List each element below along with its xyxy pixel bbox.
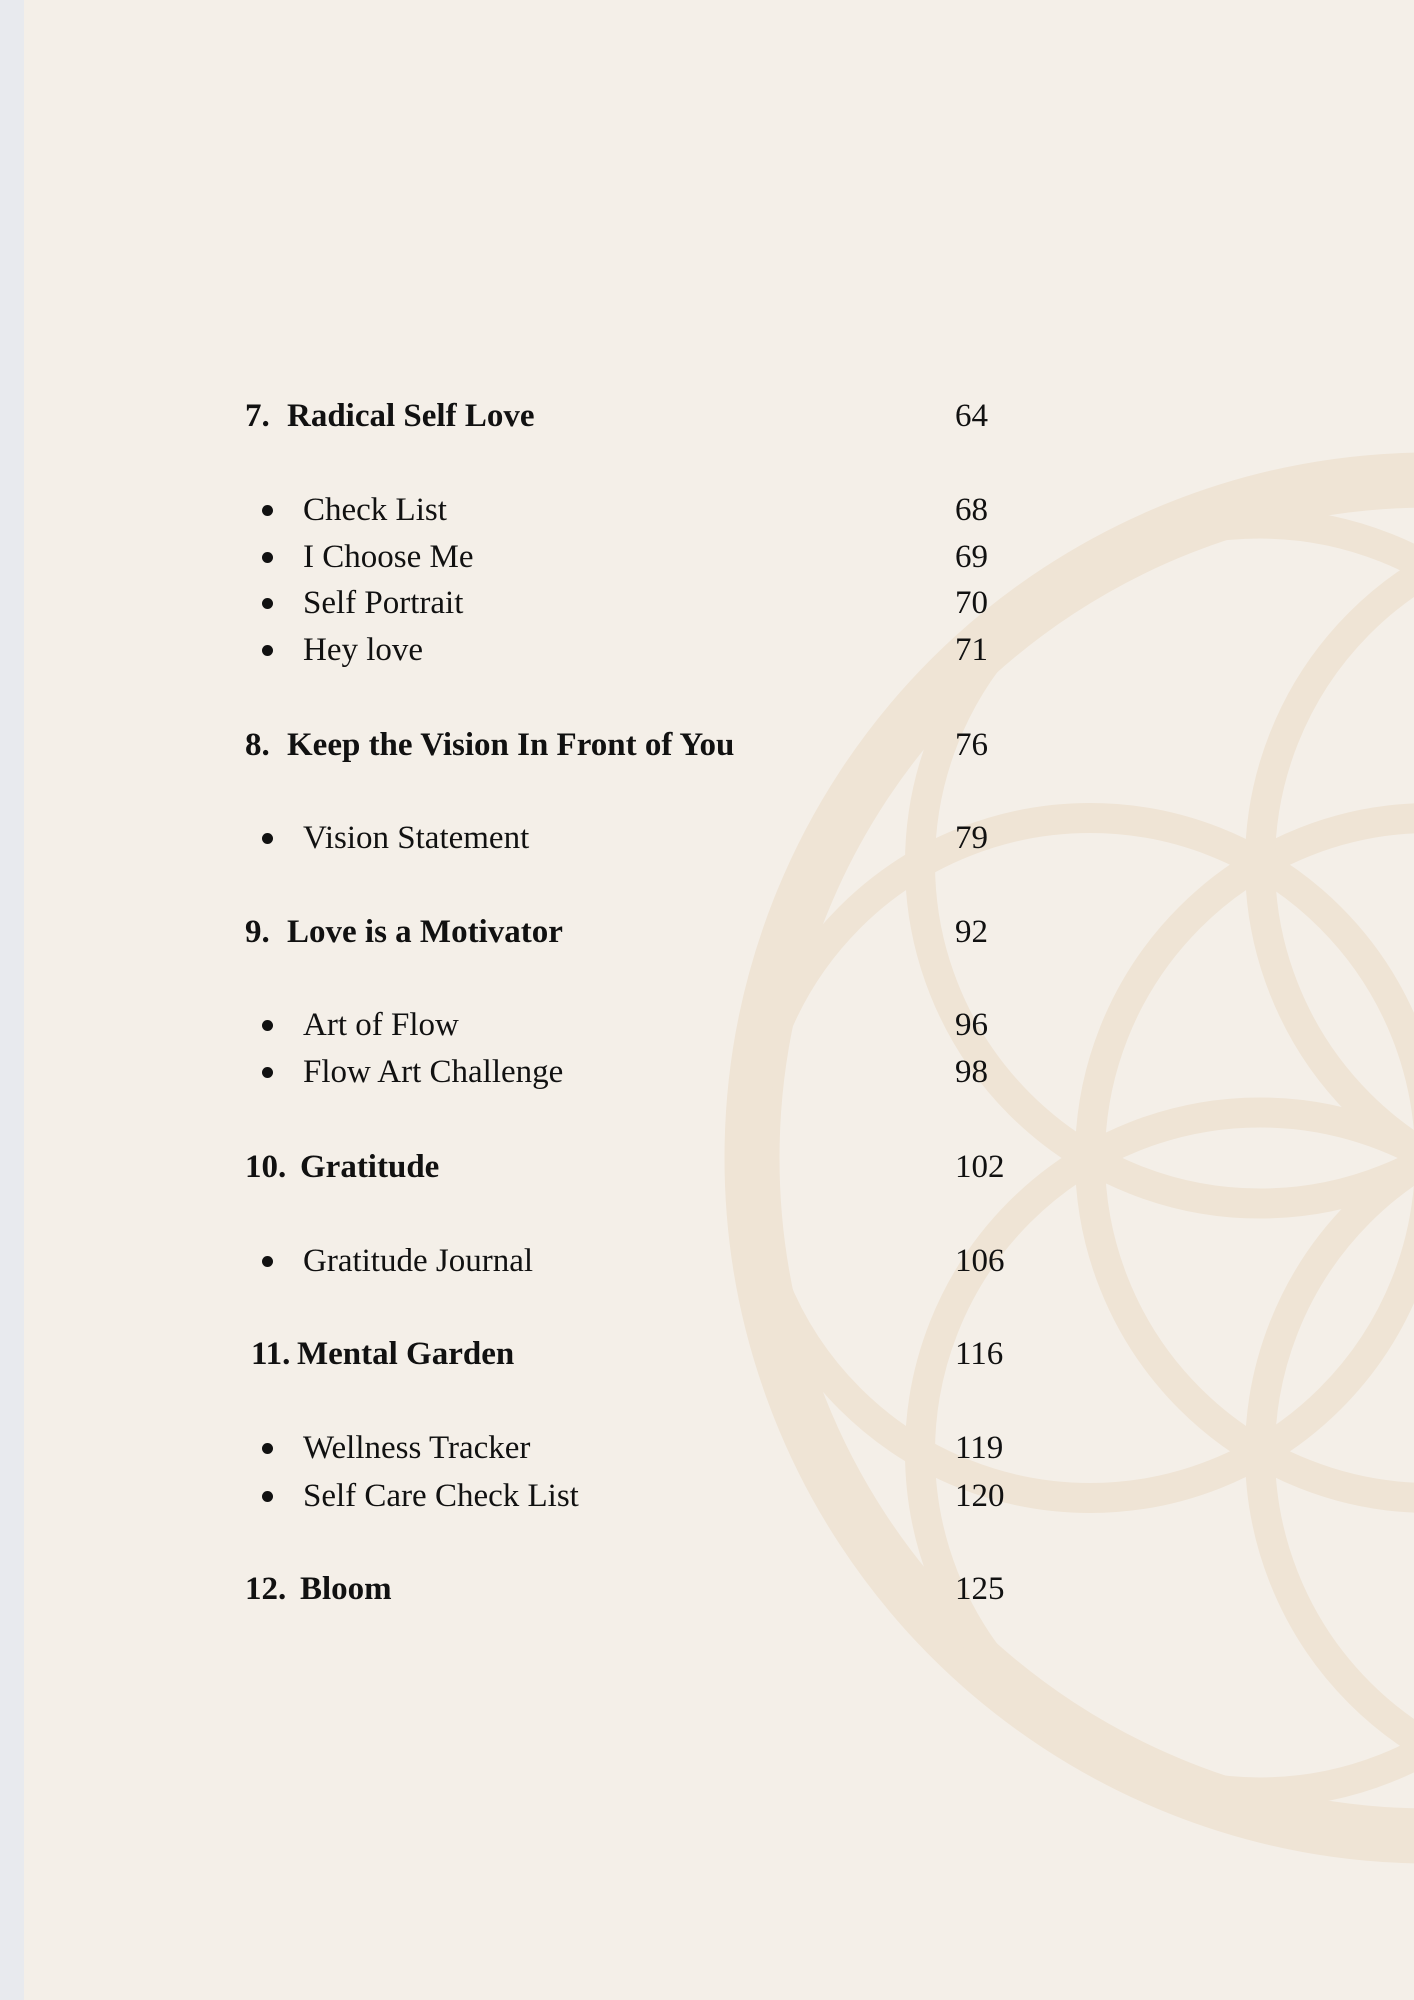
toc-item[interactable] <box>0 581 1100 625</box>
item-title: Vision Statement <box>303 820 530 856</box>
bullet-icon <box>262 1491 273 1502</box>
toc-item[interactable] <box>0 1050 1100 1094</box>
page-number: 98 <box>955 1054 988 1090</box>
chapter-number: 7. <box>245 398 270 434</box>
item-title: Wellness Tracker <box>303 1430 531 1466</box>
chapter-number: 10. <box>245 1149 287 1185</box>
page-number: 116 <box>955 1336 1004 1372</box>
chapter-title: Mental Garden <box>297 1336 515 1372</box>
bullet-icon <box>262 833 273 844</box>
bullet-icon <box>262 645 273 656</box>
page-number: 69 <box>955 539 988 575</box>
item-title: Self Care Check List <box>303 1478 579 1514</box>
page-number: 71 <box>955 632 988 668</box>
toc-heading[interactable] <box>0 1332 1100 1376</box>
chapter-title: Radical Self Love <box>287 398 535 434</box>
item-title: Check List <box>303 492 447 528</box>
chapter-title: Gratitude <box>300 1149 440 1185</box>
page-number: 119 <box>955 1430 1004 1466</box>
chapter-number: 8. <box>245 727 270 763</box>
toc-item[interactable] <box>0 816 1100 860</box>
bullet-icon <box>262 552 273 563</box>
toc-heading[interactable] <box>0 1145 1100 1189</box>
toc-heading[interactable] <box>0 1567 1100 1611</box>
toc-item[interactable] <box>0 535 1100 579</box>
toc-item[interactable] <box>0 488 1100 532</box>
page-number: 76 <box>955 727 988 763</box>
toc-heading[interactable] <box>0 723 1100 767</box>
chapter-title: Bloom <box>300 1571 392 1607</box>
page-number: 92 <box>955 914 988 950</box>
chapter-number: 9. <box>245 914 270 950</box>
toc-item[interactable] <box>0 1239 1100 1283</box>
bullet-icon <box>262 505 273 516</box>
bullet-icon <box>262 598 273 609</box>
page-number: 102 <box>955 1149 1005 1185</box>
page-number: 96 <box>955 1007 988 1043</box>
item-title: Hey love <box>303 632 424 668</box>
bullet-icon <box>262 1067 273 1078</box>
page-number: 79 <box>955 820 988 856</box>
bullet-icon <box>262 1256 273 1267</box>
chapter-number: 12. <box>245 1571 287 1607</box>
item-title: Flow Art Challenge <box>303 1054 564 1090</box>
toc-item[interactable] <box>0 1474 1100 1518</box>
item-title: Self Portrait <box>303 585 464 621</box>
page-number: 125 <box>955 1571 1005 1607</box>
bullet-icon <box>262 1020 273 1031</box>
page-number: 70 <box>955 585 988 621</box>
toc-item[interactable] <box>0 1426 1100 1470</box>
toc-item[interactable] <box>0 628 1100 672</box>
toc-heading[interactable] <box>0 394 1100 438</box>
page-number: 106 <box>955 1243 1005 1279</box>
bullet-icon <box>262 1443 273 1454</box>
chapter-number: 11. <box>251 1336 291 1372</box>
toc-heading[interactable] <box>0 910 1100 954</box>
chapter-title: Love is a Motivator <box>287 914 563 950</box>
page-number: 64 <box>955 398 988 434</box>
toc-item[interactable] <box>0 1003 1100 1047</box>
page-number: 120 <box>955 1478 1005 1514</box>
page-number: 68 <box>955 492 988 528</box>
chapter-title: Keep the Vision In Front of You <box>287 727 735 763</box>
item-title: Gratitude Journal <box>303 1243 534 1279</box>
item-title: I Choose Me <box>303 539 474 575</box>
item-title: Art of Flow <box>303 1007 459 1043</box>
